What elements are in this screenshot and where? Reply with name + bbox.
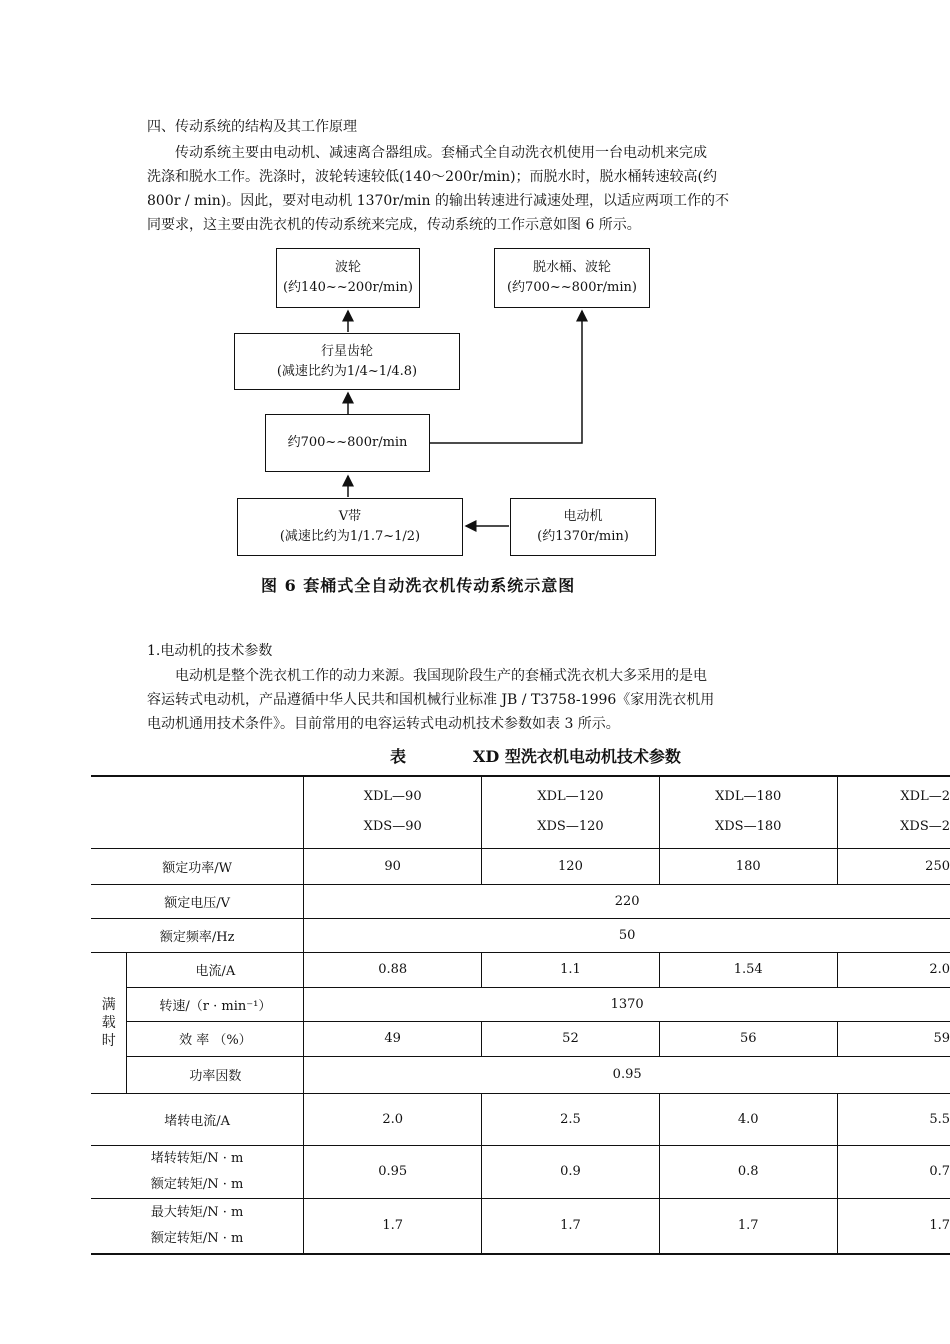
table-cell: 56 bbox=[659, 1021, 837, 1056]
table-cell: 1.54 bbox=[659, 952, 837, 987]
box-sublabel: (约700~~800r/min) bbox=[506, 280, 637, 295]
box-label: 电动机 bbox=[563, 509, 603, 524]
table-row bbox=[91, 952, 950, 987]
table-cell: 250 bbox=[837, 848, 950, 884]
box-v-belt bbox=[237, 498, 463, 556]
model-cell: XDL—90 XDS—90 bbox=[304, 776, 482, 848]
table-cell: 5.5 bbox=[837, 1093, 950, 1145]
table-cell: 2.0 bbox=[304, 1093, 482, 1145]
table-row bbox=[91, 1093, 950, 1145]
subsection-heading: 1.电动机的技术参数 bbox=[147, 643, 273, 659]
row-label: 转速/（r · min⁻¹） bbox=[127, 987, 304, 1021]
table-cell: 52 bbox=[482, 1021, 660, 1056]
table-cell: 1.7 bbox=[659, 1198, 837, 1254]
table-cell: 2.5 bbox=[482, 1093, 660, 1145]
table-cell: 220 bbox=[304, 884, 950, 918]
row-label: 电流/A bbox=[127, 952, 304, 987]
table-row bbox=[91, 848, 950, 884]
table-cell: 0.9 bbox=[482, 1145, 660, 1198]
paragraph-line: 电动机是整个洗衣机工作的动力来源。我国现阶段生产的套桶式洗衣机大多采用的是电 bbox=[175, 668, 707, 684]
table-cell: 120 bbox=[482, 848, 660, 884]
full-load-group-label: 满 载 时 bbox=[91, 952, 127, 1093]
box-label: 脱水桶、波轮 bbox=[532, 260, 611, 275]
table-cell: 0.8 bbox=[659, 1145, 837, 1198]
table-row bbox=[91, 1021, 950, 1056]
box-label: V带 bbox=[338, 509, 362, 524]
row-label: 堵转转矩/N · m 额定转矩/N · m bbox=[91, 1145, 304, 1198]
row-label: 额定功率/W bbox=[91, 848, 304, 884]
box-wave-wheel bbox=[276, 248, 420, 308]
table-cell: 0.7 bbox=[837, 1145, 950, 1198]
row-label: 额定电压/V bbox=[91, 884, 304, 918]
box-planetary-gear bbox=[234, 333, 460, 390]
row-label: 功率因数 bbox=[127, 1056, 304, 1093]
paragraph-line: 800r / min)。因此，要对电动机 1370r/min 的输出转速进行减速处理，以适应两项工作的不 bbox=[147, 193, 729, 209]
box-label: 波轮 bbox=[334, 260, 361, 275]
box-label: 约700~~800r/min bbox=[287, 435, 408, 450]
table-cell: 0.88 bbox=[304, 952, 482, 987]
box-sublabel: (减速比约为1/1.7~1/2) bbox=[279, 529, 421, 544]
motor-spec-table bbox=[91, 775, 950, 1255]
table-cell: 1.1 bbox=[482, 952, 660, 987]
table-cell: 59 bbox=[837, 1021, 950, 1056]
table-row bbox=[91, 1198, 950, 1254]
paragraph-line: 洗涤和脱水工作。洗涤时，波轮转速较低(140～200r/min)；而脱水时，脱水桶转速较高(约 bbox=[147, 169, 718, 185]
table-cell: 1370 bbox=[304, 987, 950, 1021]
box-speed bbox=[265, 414, 430, 472]
paragraph-line: 电动机通用技术条件》。目前常用的电容运转式电动机技术参数如表 3 所示。 bbox=[147, 716, 620, 732]
table-row bbox=[91, 1056, 950, 1093]
box-sublabel: (约140~~200r/min) bbox=[282, 280, 413, 295]
table-cell: 49 bbox=[304, 1021, 482, 1056]
header-corner-cell bbox=[91, 776, 304, 848]
table-header-row bbox=[91, 776, 950, 848]
table-title: XD 型洗衣机电动机技术参数 bbox=[473, 747, 681, 766]
table-cell: 1.7 bbox=[304, 1198, 482, 1254]
paragraph-line: 传动系统主要由电动机、减速离合器组成。套桶式全自动洗衣机使用一台电动机来完成 bbox=[175, 145, 707, 161]
model-cell: XDL—180 XDS—180 bbox=[659, 776, 837, 848]
table-title-prefix: 表 bbox=[390, 747, 407, 766]
box-label: 行星齿轮 bbox=[320, 343, 373, 359]
table-cell: 180 bbox=[659, 848, 837, 884]
table-row bbox=[91, 918, 950, 952]
model-cell: XDL—2 XDS—2 bbox=[837, 776, 950, 848]
table-cell: 4.0 bbox=[659, 1093, 837, 1145]
box-spin-tub bbox=[494, 248, 650, 308]
table-cell: 90 bbox=[304, 848, 482, 884]
paragraph-line: 同要求，这主要由洗衣机的传动系统来完成，传动系统的工作示意如图 6 所示。 bbox=[147, 217, 641, 233]
transmission-diagram-connectors bbox=[0, 0, 950, 620]
row-label: 效 率 （%） bbox=[127, 1021, 304, 1056]
box-sublabel: (约1370r/min) bbox=[537, 529, 629, 544]
table-cell: 0.95 bbox=[304, 1056, 950, 1093]
row-label: 堵转电流/A bbox=[91, 1093, 304, 1145]
row-label: 额定频率/Hz bbox=[91, 918, 304, 952]
table-row bbox=[91, 987, 950, 1021]
table-row bbox=[91, 884, 950, 918]
box-motor bbox=[510, 498, 656, 556]
table-cell: 50 bbox=[304, 918, 950, 952]
box-sublabel: (减速比约为1/4~1/4.8) bbox=[276, 363, 418, 379]
table-cell: 0.95 bbox=[304, 1145, 482, 1198]
model-cell: XDL—120 XDS—120 bbox=[482, 776, 660, 848]
table-cell: 1.7 bbox=[482, 1198, 660, 1254]
table-cell: 2.0 bbox=[837, 952, 950, 987]
table-cell: 1.7 bbox=[837, 1198, 950, 1254]
table-row bbox=[91, 1145, 950, 1198]
row-label: 最大转矩/N · m 额定转矩/N · m bbox=[91, 1198, 304, 1254]
paragraph-line: 容运转式电动机，产品遵循中华人民共和国机械行业标准 JB / T3758-1996《家用洗衣机用 bbox=[147, 692, 715, 708]
figure-caption: 图 6 套桶式全自动洗衣机传动系统示意图 bbox=[261, 576, 576, 595]
section-heading: 四、传动系统的结构及其工作原理 bbox=[147, 119, 357, 135]
